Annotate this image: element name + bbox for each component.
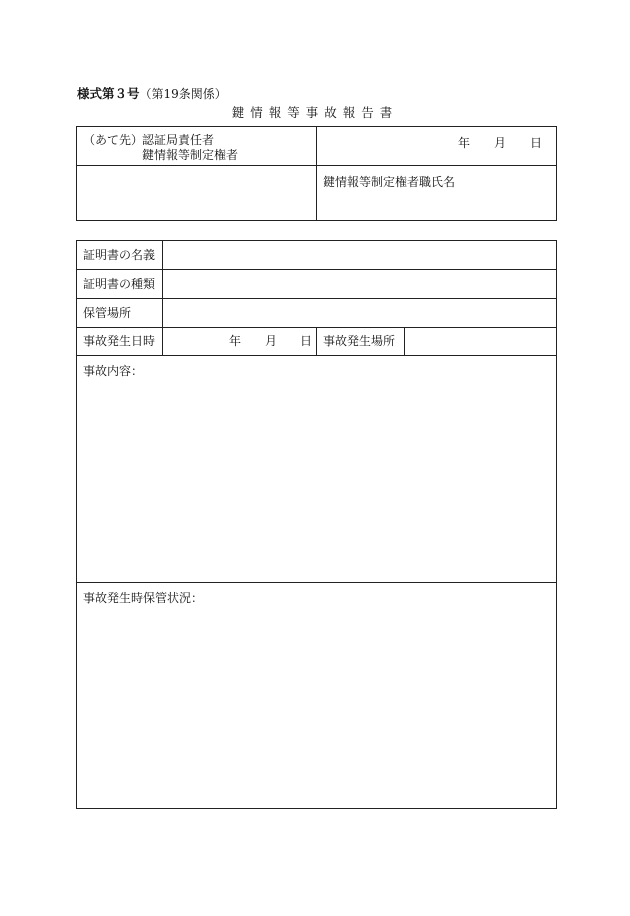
incident-place-label: 事故発生場所	[323, 334, 396, 348]
form-number	[77, 84, 227, 102]
label-column-divider	[162, 240, 163, 355]
storage-place-label: 保管場所	[83, 306, 132, 320]
form-reference: （第19条関係）	[139, 87, 227, 101]
header-month: 月	[494, 136, 507, 150]
address-divider-horizontal	[76, 165, 557, 166]
incident-date-month: 月	[265, 334, 278, 348]
document-title: 鍵情報等事故報告書	[231, 105, 399, 120]
incident-content-label: 事故内容：	[83, 364, 144, 378]
details-row-line-2	[76, 298, 557, 299]
incident-place-divider-left	[316, 327, 317, 355]
signer-label: 鍵情報等制定権者職氏名	[323, 175, 456, 189]
header-day: 日	[530, 136, 543, 150]
details-table	[76, 240, 557, 809]
recipient-2: 鍵情報等制定権者	[142, 148, 239, 162]
incident-date-day: 日	[300, 334, 313, 348]
incident-place-divider-right	[404, 327, 405, 355]
storage-status-label: 事故発生時保管状況：	[83, 591, 204, 605]
to-label: （あて先）	[83, 133, 144, 147]
recipient-1: 認証局責任者	[142, 133, 215, 147]
details-row-line-1	[76, 269, 557, 270]
details-row-line-4	[76, 355, 557, 356]
cert-type-label: 証明書の種類	[83, 277, 156, 291]
address-divider-vertical	[316, 126, 317, 221]
form-number-text: 様式第３号	[77, 86, 140, 101]
incident-date-year: 年	[229, 334, 242, 348]
header-year: 年	[458, 136, 471, 150]
incident-date-label: 事故発生日時	[83, 334, 156, 348]
details-row-line-5	[76, 582, 557, 583]
cert-name-label: 証明書の名義	[83, 248, 156, 262]
